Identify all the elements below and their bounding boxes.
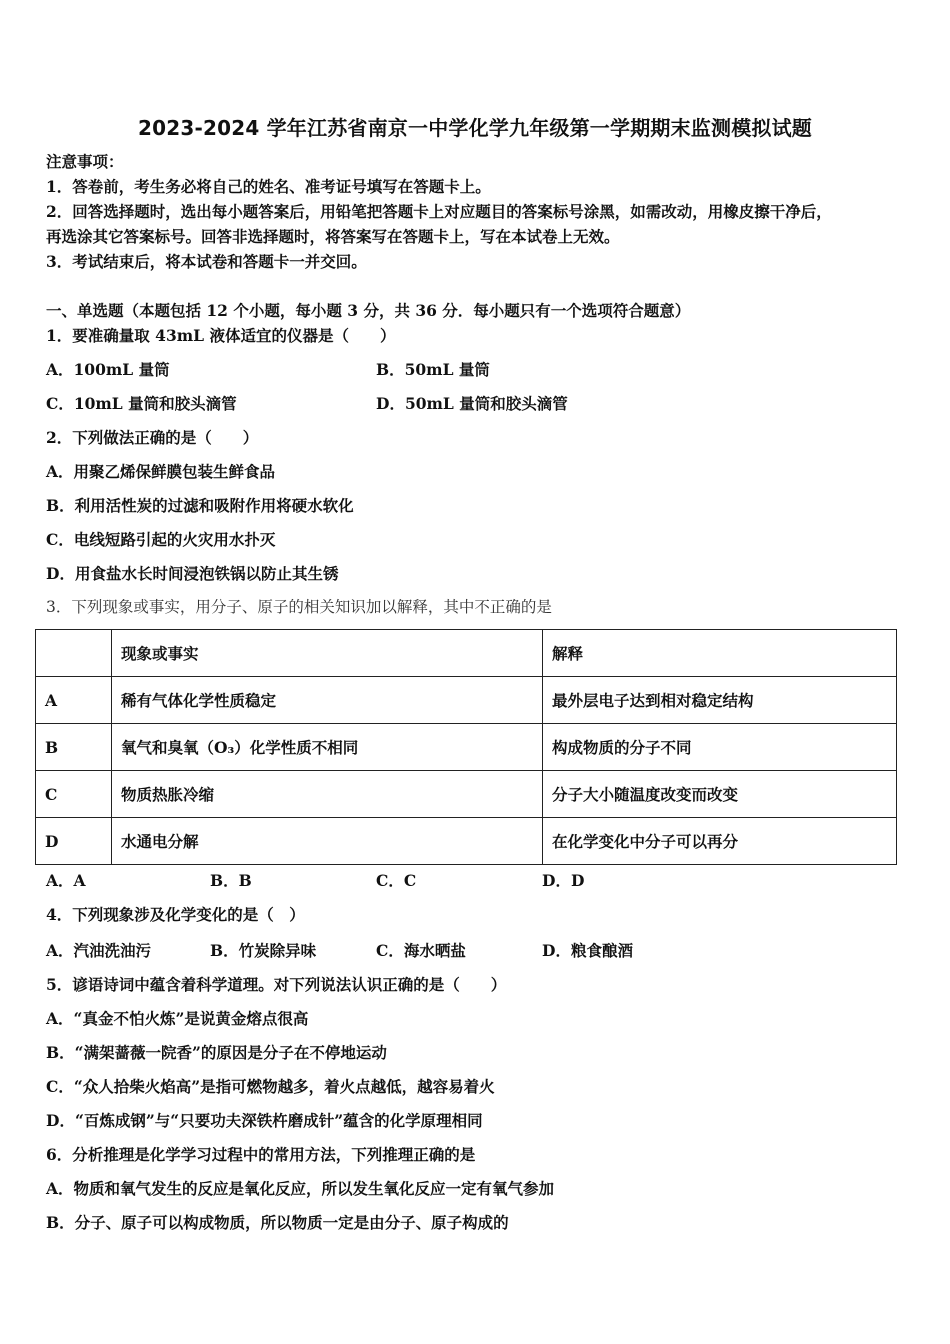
facts-table <box>35 629 897 865</box>
question-2-option-c[interactable]: C．电线短路引起的火灾用水扑灭 <box>46 530 276 549</box>
question-3-option-a[interactable]: A．A <box>46 871 86 890</box>
table-row <box>36 818 897 865</box>
notice-item: 1．答卷前，考生务必将自己的姓名、准考证号填写在答题卡上。 <box>46 177 491 196</box>
notice-item: 3．考试结束后，将本试卷和答题卡一并交回。 <box>46 252 367 271</box>
question-3-option-b[interactable]: B．B <box>210 871 252 890</box>
question-2-option-a[interactable]: A．用聚乙烯保鲜膜包装生鲜食品 <box>46 462 276 481</box>
question-1-option-d[interactable]: D．50mL 量筒和胶头滴管 <box>376 394 568 413</box>
question-5-stem: 5．谚语诗词中蕴含着科学道理。对下列说法认识正确的是（ ） <box>46 975 507 994</box>
table-cell: 最外层电子达到相对稳定结构 <box>543 677 897 724</box>
table-cell: B <box>36 724 112 771</box>
question-5-option-c[interactable]: C．“众人拾柴火焰高”是指可燃物越多，着火点越低，越容易着火 <box>46 1077 495 1096</box>
question-4-option-c[interactable]: C．海水晒盐 <box>376 941 466 960</box>
question-2-stem: 2．下列做法正确的是（ ） <box>46 428 259 447</box>
question-1-option-b[interactable]: B．50mL 量筒 <box>376 360 490 379</box>
question-3-option-c[interactable]: C．C <box>376 871 417 890</box>
notice-item: 2．回答选择题时，选出每小题答案后，用铅笔把答题卡上对应题目的答案标号涂黑，如需改动，用橡皮擦干净后， <box>46 202 832 221</box>
table-cell: 分子大小随温度改变而改变 <box>543 771 897 818</box>
table-header-row <box>36 630 897 677</box>
question-1-option-a[interactable]: A．100mL 量筒 <box>46 360 170 379</box>
table-header-cell <box>36 630 112 677</box>
table-cell: A <box>36 677 112 724</box>
question-5-option-a[interactable]: A．“真金不怕火炼”是说黄金熔点很高 <box>46 1009 309 1028</box>
table-cell: C <box>36 771 112 818</box>
question-6-stem: 6．分析推理是化学学习过程中的常用方法，下列推理正确的是 <box>46 1145 476 1164</box>
question-2-option-d[interactable]: D．用食盐水长时间浸泡铁锅以防止其生锈 <box>46 564 339 583</box>
table-cell: 稀有气体化学性质稳定 <box>112 677 543 724</box>
table-cell: D <box>36 818 112 865</box>
question-6-option-a[interactable]: A．物质和氧气发生的反应是氧化反应，所以发生氧化反应一定有氧气参加 <box>46 1179 555 1198</box>
section-heading: 一、单选题（本题包括 12 个小题，每小题 3 分，共 36 分．每小题只有一个选项符合题意） <box>46 301 691 320</box>
table-row <box>36 677 897 724</box>
question-3-option-d[interactable]: D．D <box>542 871 585 890</box>
question-4-option-b[interactable]: B．竹炭除异味 <box>210 941 317 960</box>
table-header-cell: 现象或事实 <box>112 630 543 677</box>
question-1-stem: 1．要准确量取 43mL 液体适宜的仪器是（ ） <box>46 326 396 345</box>
table-cell: 水通电分解 <box>112 818 543 865</box>
table-row <box>36 771 897 818</box>
page-title: 2023-2024 学年江苏省南京一中学化学九年级第一学期期末监测模拟试题 <box>138 116 812 140</box>
notice-heading: 注意事项： <box>46 152 124 171</box>
question-5-option-b[interactable]: B．“满架蔷薇一院香”的原因是分子在不停地运动 <box>46 1043 387 1062</box>
question-6-option-b[interactable]: B．分子、原子可以构成物质，所以物质一定是由分子、原子构成的 <box>46 1213 509 1232</box>
table-cell: 物质热胀冷缩 <box>112 771 543 818</box>
question-4-stem: 4．下列现象涉及化学变化的是（ ） <box>46 905 305 924</box>
table-cell: 构成物质的分子不同 <box>543 724 897 771</box>
question-4-option-d[interactable]: D．粮食酿酒 <box>542 941 633 960</box>
question-4-option-a[interactable]: A．汽油洗油污 <box>46 941 152 960</box>
table-cell: 在化学变化中分子可以再分 <box>543 818 897 865</box>
table-cell: 氧气和臭氧（O₃）化学性质不相同 <box>112 724 543 771</box>
question-1-option-c[interactable]: C．10mL 量筒和胶头滴管 <box>46 394 237 413</box>
notice-item: 再选涂其它答案标号。回答非选择题时，将答案写在答题卡上，写在本试卷上无效。 <box>46 227 620 246</box>
question-2-option-b[interactable]: B．利用活性炭的过滤和吸附作用将硬水软化 <box>46 496 354 515</box>
question-5-option-d[interactable]: D．“百炼成钢”与“只要功夫深铁杵磨成针”蕴含的化学原理相同 <box>46 1111 483 1130</box>
table-header-cell: 解释 <box>543 630 897 677</box>
question-3-stem: 3．下列现象或事实，用分子、原子的相关知识加以解释，其中不正确的是 <box>46 598 552 616</box>
table-row <box>36 724 897 771</box>
